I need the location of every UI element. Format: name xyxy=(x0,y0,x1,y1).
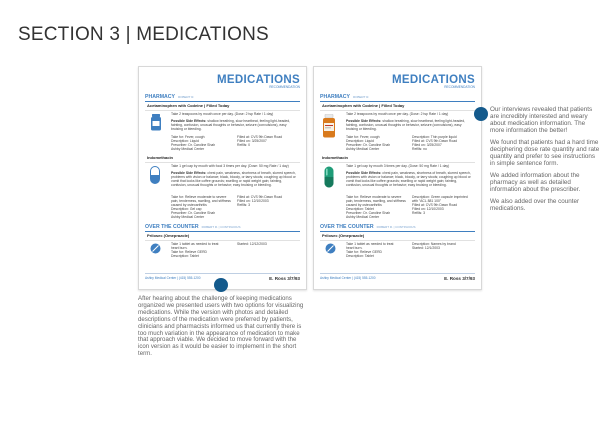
dose-instructions: Take 2 teaspoons by mouth once per day. (Dose: 2 tsp Rate / 1 day) xyxy=(346,112,449,116)
side-effects-label: Possible Side Effects: xyxy=(171,171,207,175)
divider xyxy=(320,240,475,241)
drug-details-left xyxy=(346,135,408,151)
brand-header xyxy=(217,74,300,89)
filled-at: Filled at: CVS 9th Dawn Road xyxy=(412,203,458,208)
drug-name: Indomethacin xyxy=(147,155,174,160)
drug-name: Acetaminophen with Codeine | Filled Today xyxy=(147,103,230,108)
page-title: SECTION 3 | MEDICATIONS xyxy=(18,24,269,45)
prescriber: Prescriber: Dr. Caroline Shah xyxy=(171,211,216,216)
drug-details-right xyxy=(237,135,299,147)
description-detail: Description: Thin purple liquid xyxy=(412,135,457,139)
divider xyxy=(320,162,475,163)
dose-instructions: Take 1 tablet as needed to treat heart burn. xyxy=(346,242,394,251)
side-effects-label: Possible Side Effects: xyxy=(171,119,207,123)
drug-details-right xyxy=(412,242,474,250)
refills: Refills: 0 xyxy=(237,143,251,148)
section-sublabel: ROBERT R. xyxy=(177,95,195,99)
note-paragraph: We added information about the pharmacy as well as detailed information about the prescriber. xyxy=(490,172,581,193)
divider xyxy=(145,110,300,111)
filled-on: Filled on: 12/10/2003 xyxy=(412,207,444,212)
side-effects-text: shallow breathing, slow heartbeat, feeling light-headed, fainting, confusion, unusual thoughts or behavior, seizure (convulsions), easy bruising or bleeding. xyxy=(346,119,466,132)
section-label: PHARMACY xyxy=(320,94,350,100)
medicine-bottle-photo xyxy=(322,114,336,138)
take-for: Take for: Relieve GERD xyxy=(171,250,207,255)
findings-notes xyxy=(490,106,600,217)
side-effects-text: chest pain, weakness, shortness of breath, slurred speech, problems with vision or balance; black, bloody, or tarry stools; coughing up blood or vomit that looks like coffee grounds; swelling or rapid weight gain; fainting, confusion, unusual thoughts or behavior; easy bruising or bleeding. xyxy=(346,171,471,188)
annotation-marker xyxy=(474,107,488,121)
section-sublabel: ROBERT R. | CONTINUOUS xyxy=(201,225,241,229)
drug-name: Prilosec (Omeprazole) xyxy=(147,233,190,238)
description: Description: Tablet xyxy=(171,254,199,259)
medication-sheet-icon-version xyxy=(138,66,307,290)
side-effects xyxy=(171,119,297,131)
clinic: Ashby Medical Center xyxy=(171,147,205,152)
drug-name: Prilosec (Omeprazole) xyxy=(322,233,365,238)
side-effects-text: chest pain, weakness, shortness of breath, slurred speech, problems with vision or balance; black, bloody, or tarry stools; coughing up blood or vomit that looks like coffee grounds; swelling or rapid weight gain; fainting, confusion, unusual thoughts or behavior; easy bruising or bleeding. xyxy=(171,171,296,188)
side-effects xyxy=(346,119,472,131)
take-for: Take for: Fever, cough xyxy=(346,135,380,139)
design-caption: After hearing about the challenge of keeping medications organized we presented users with two options for visualizing medications. While the version with photos and detailed descriptions of the medication were preferred by patients, clinicians and pharmacists informed us that currently there is too much variation in the appearance of medication to make that approach viable. We decided to move forward with the icon version as it would be easier to implement in the short term. xyxy=(138,295,304,358)
side-effects-text: shallow breathing, slow heartbeat, feeling light-headed, fainting, confusion, unusual thoughts or behavior, seizure (convulsions), easy bruising or bleeding. xyxy=(171,119,291,132)
section-sublabel: ROBERT R. xyxy=(352,95,370,99)
clinic: Ashby Medical Center xyxy=(346,147,380,152)
dose-instructions: Take 1 gel cap by mouth with food 3 times per day. (Dose: 50 mg Rate / 1 day) xyxy=(171,164,289,168)
description: Description: Liquid xyxy=(171,139,199,144)
sheet-footer: Ashby Medical Center | (415) 555-1200 xyxy=(320,273,475,280)
description-detail: Description: Green capsule imprinted with "ACL 881 100" xyxy=(412,195,468,204)
prescriber: Prescriber: Dr. Caroline Shah xyxy=(346,143,391,148)
divider xyxy=(145,162,300,163)
take-for: Take for: Fever, cough xyxy=(171,135,205,139)
capsule-icon xyxy=(150,166,160,184)
drug-details-right xyxy=(237,195,299,207)
take-for: Take for: Relieve GERD xyxy=(346,250,382,255)
section-label: OVER THE COUNTER xyxy=(320,224,374,230)
drug-details-left xyxy=(171,242,223,258)
green-capsule-photo xyxy=(324,166,334,188)
filled-on: Filled on: 3/25/2007 xyxy=(237,139,267,144)
brand-title: MEDICATIONS xyxy=(392,74,475,86)
prescriber: Prescriber: Dr. Caroline Shah xyxy=(171,143,216,148)
filled-on: Filled on: 3/25/2007 xyxy=(412,143,442,148)
drug-details-left xyxy=(171,195,233,220)
brand-subtitle: RECOMMENDATION xyxy=(269,85,300,89)
section-label: OVER THE COUNTER xyxy=(145,224,199,230)
filled-at: Filled at: CVS 9th Dawn Road xyxy=(237,195,283,199)
prescriber: Prescriber: Dr. Caroline Shah xyxy=(346,211,391,216)
drug-details-right xyxy=(412,195,474,215)
clinic: Ashby Medical Center xyxy=(346,215,380,220)
side-effects-label: Possible Side Effects: xyxy=(346,119,382,123)
tablet-icon xyxy=(150,243,161,254)
note-paragraph: We also added over the counter medications. xyxy=(490,198,580,212)
drug-name: Indomethacin xyxy=(322,155,349,160)
refills: Refills: no xyxy=(412,147,427,152)
section-label: PHARMACY xyxy=(145,94,175,100)
description: Description: Liquid xyxy=(346,139,374,144)
side-effects xyxy=(171,171,297,187)
started-date: Started: 12/1/2003 xyxy=(412,246,440,251)
clinic: Ashby Medical Center xyxy=(171,215,205,220)
drug-details-left xyxy=(171,135,233,151)
description: Description: Tablet xyxy=(346,207,374,212)
divider xyxy=(320,110,475,111)
side-effects-label: Possible Side Effects: xyxy=(346,171,382,175)
take-for: Take for: Relieve moderate to severe pain, tenderness, swelling, and stiffness caused by osteoarthritis xyxy=(171,195,231,208)
pharmacy-section-header xyxy=(145,94,300,102)
section-sublabel: ROBERT R. | CONTINUOUS xyxy=(376,225,416,229)
note-paragraph: Our interviews revealed that patients are incredibly interested and weary about medication information. The more information the better! xyxy=(490,106,593,134)
drug-details-left xyxy=(346,195,408,220)
footer-signature: E. Ross 3/7/93 xyxy=(444,276,475,281)
side-effects xyxy=(346,171,472,187)
pharmacy-section-header xyxy=(320,94,475,102)
sheet-footer: Ashby Medical Center | (415) 555-1200 xyxy=(145,273,300,280)
medicine-bottle-icon xyxy=(150,114,162,131)
description: Description: Gel cap xyxy=(171,207,202,212)
annotation-marker xyxy=(214,278,228,292)
divider xyxy=(145,240,300,241)
tablet-icon xyxy=(325,243,336,254)
medication-sheet-photo-version xyxy=(313,66,482,290)
note-paragraph: We found that patients had a hard time deciphering dose rate quantity and rate quantity and prefer to see instructions in simple sentence form. xyxy=(490,139,600,167)
dose-instructions: Take 2 teaspoons by mouth once per day. (Dose: 2 tsp Rate / 1 day) xyxy=(171,112,274,116)
drug-name: Acetaminophen with Codeine | Filled Today xyxy=(322,103,405,108)
brand-header xyxy=(392,74,475,89)
brand-title: MEDICATIONS xyxy=(217,74,300,86)
description: Description: Tablet xyxy=(346,254,374,259)
started-date: Started: 12/12/2003 xyxy=(237,242,267,246)
filled-at: Filled at: CVS 9th Dawn Road xyxy=(237,135,283,139)
take-for: Take for: Relieve moderate to severe pain, tenderness, swelling, and stiffness caused by osteoarthritis xyxy=(346,195,406,208)
brand-subtitle: RECOMMENDATION xyxy=(444,85,475,89)
dose-instructions: Take 1 gel cap by mouth 3 times per day. (Dose: 50 mg Rate / 1 day) xyxy=(346,164,450,168)
footer-signature: E. Ross 3/7/93 xyxy=(269,276,300,281)
description-detail: Description: Names by brand xyxy=(412,242,456,246)
filled-at: Filled at: CVS 9th Dawn Road xyxy=(412,139,458,144)
drug-details-left xyxy=(346,242,398,258)
dose-instructions: Take 1 tablet as needed to treat heart burn. xyxy=(171,242,219,251)
drug-details-right xyxy=(412,135,474,151)
otc-section-header xyxy=(145,224,300,232)
refills: Refills: 3 xyxy=(237,203,251,208)
filled-on: Filled on: 12/10/2003 xyxy=(237,199,269,204)
refills: Refills: 3 xyxy=(412,211,426,216)
otc-section-header xyxy=(320,224,475,232)
